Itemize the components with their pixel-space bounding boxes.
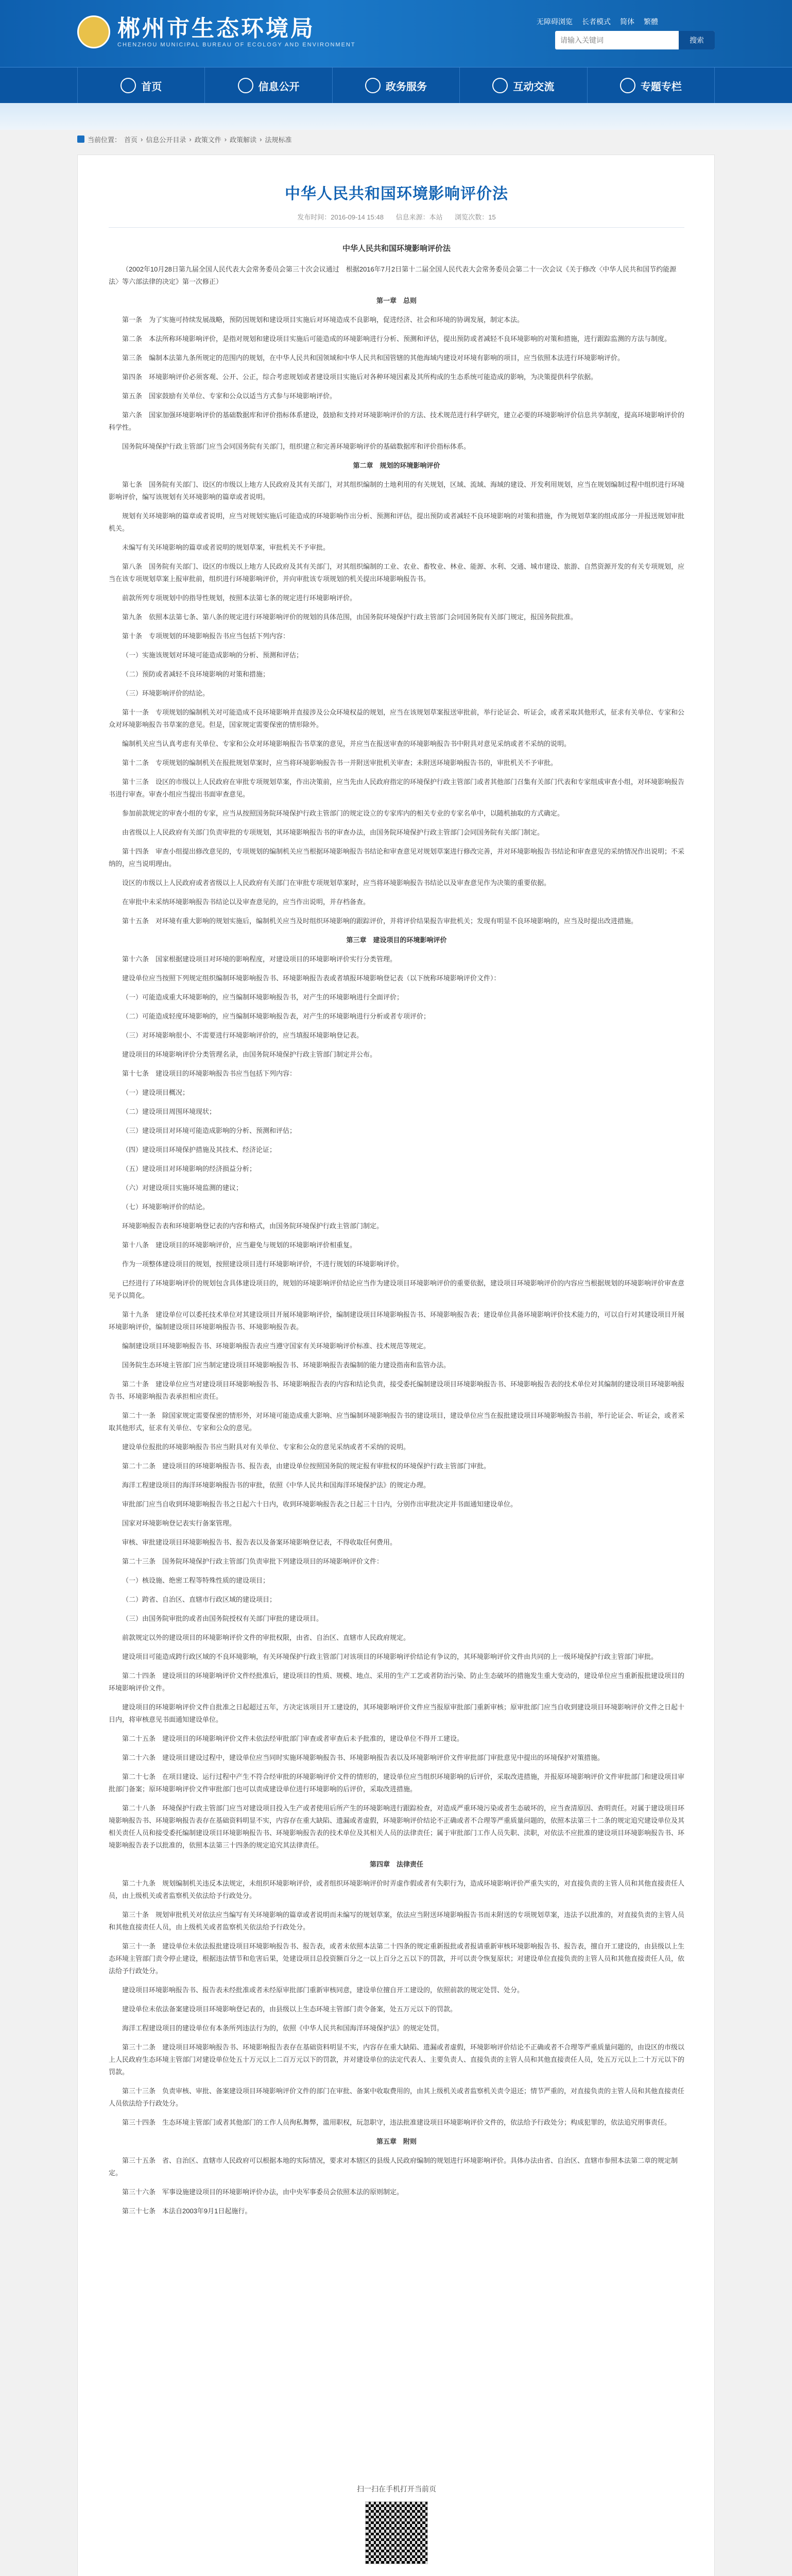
article-paragraph: 第二十一条 除国家规定需要保密的情形外，对环境可能造成重大影响、应当编制环境影响报告书的建设项目，建设单位应当在报批建设项目环境影响报告书前，举行论证会、听证会，或者采取其他形式，征求有关单位、专家和公众的意见。 xyxy=(109,1412,685,1432)
article-paragraph: 第十八条 建设项目的环境影响评价，应当避免与规划的环境影响评价相重复。 xyxy=(122,1241,357,1249)
article-paragraph: 环境影响报告表和环境影响登记表的内容和格式，由国务院环境保护行政主管部门制定。 xyxy=(122,1222,384,1230)
article-paragraph: （二）可能造成轻度环境影响的，应当编制环境影响报告表，对产生的环境影响进行分析或者专项评价； xyxy=(122,1012,431,1020)
view-count: 浏览次数：15 xyxy=(455,213,496,221)
chat-icon xyxy=(492,78,508,93)
topic-icon xyxy=(620,78,635,93)
article-paragraph: 建设单位应当按照下列规定组织编制环境影响报告书、环境影响报告表或者填报环境影响登记表（以下统称环境影响评价文件）： xyxy=(122,974,501,982)
article-paragraph: 第九条 依照本法第七条、第八条的规定进行环境影响评价的规划的具体范围，由国务院环境保护行政主管部门会同国务院有关部门规定，报国务院批准。 xyxy=(122,613,578,621)
article-paragraph: 第十五条 对环境有重大影响的规划实施后，编制机关应当及时组织环境影响的跟踪评价，并将评价结果报告审批机关；发现有明显不良环境影响的，应当及时提出改进措施。 xyxy=(122,917,638,925)
info-source: 信息来源：本站 xyxy=(395,213,443,221)
nav-label: 专题专栏 xyxy=(640,81,682,93)
article-paragraph: 第二条 本法所称环境影响评价，是指对规划和建设项目实施后可能造成的环境影响进行分析、预测和评估，提出预防或者减轻不良环境影响的对策和措施，进行跟踪监测的方法与制度。 xyxy=(122,335,672,343)
article-paragraph: 审批部门应当自收到环境影响报告书之日起六十日内，收到环境影响报告表之日起三十日内，分别作出审批决定并书面通知建设单位。 xyxy=(122,1500,518,1508)
article-paragraph: 海洋工程建设项目的海洋环境影响报告书的审批，依照《中华人民共和国海洋环境保护法》的规定办理。 xyxy=(122,1481,431,1489)
article-paragraph: （二）建设项目周围环境现状； xyxy=(122,1108,216,1115)
breadcrumb-catalog[interactable]: 信息公开目录 xyxy=(146,135,186,144)
article-paragraph: 第十一条 专项规划的编制机关对可能造成不良环境影响并直接涉及公众环境权益的规划，应当在该规划草案报送审批前，举行论证会、听证会，或者采取其他形式，征求有关单位、专家和公众对环境影响报告书草案的意见。但是，国家规定需要保密的情形除外。 xyxy=(109,708,685,728)
article-paragraph: 第三十二条 建设项目环境影响报告书、环境影响报告表存在基础资料明显不实，内容存在重大缺陷、遗漏或者虚假，环境影响评价结论不正确或者不合理等严重质量问题的，由设区的市级以上人民政府生态环境主管部门对建设单位处五十万元以上二百万元以下的罚款，并对建设单位的法定代表人、主要负责人、直接负责的主管人员和其他直接责任人员，处五万元以上二十万元以下的罚款。 xyxy=(109,2043,685,2076)
article-paragraph: （五）建设项目对环境影响的经济损益分析； xyxy=(122,1165,256,1173)
nav-services[interactable] xyxy=(333,67,460,104)
nav-label: 信息公开 xyxy=(258,81,300,93)
national-emblem-icon xyxy=(77,15,110,48)
banner-strip xyxy=(0,103,792,130)
simplified-link[interactable]: 简体 xyxy=(620,18,634,26)
qr-code-icon xyxy=(365,2501,428,2564)
article-paragraph: 在审批中未采纳环境影响报告书结论以及审查意见的，应当作出说明，并存档备查。 xyxy=(122,898,370,906)
breadcrumb-standards[interactable]: 法规标准 xyxy=(265,135,292,144)
home-icon xyxy=(120,78,136,93)
search-button[interactable]: 搜索 xyxy=(679,31,715,49)
search-box xyxy=(555,31,715,49)
article-paragraph: 建设项目环境影响报告书、报告表未经批准或者未经原审批部门重新审核同意，建设单位擅自开工建设的，依照前款的规定处罚、处分。 xyxy=(122,1986,524,1994)
article-paragraph: 国家对环境影响登记表实行备案管理。 xyxy=(122,1519,236,1527)
article-paragraph: 第三条 编制本法第九条所规定的范围内的规划，在中华人民共和国领域和中华人民共和国管辖的其他海域内建设对环境有影响的项目，应当依照本法进行环境影响评价。 xyxy=(122,354,625,362)
header-banner xyxy=(0,0,792,67)
article-paragraph: （三）由国务院审批的或者由国务院授权有关部门审批的建设项目。 xyxy=(122,1615,323,1622)
article-paragraph: 第七条 国务院有关部门、设区的市级以上地方人民政府及其有关部门，对其组织编制的土地利用的有关规划，区域、流域、海域的建设、开发利用规划，应当在规划编制过程中组织进行环境影响评价，编写该规划有关环境影响的篇章或者说明。 xyxy=(109,481,685,501)
article-paragraph: （一）建设项目概况； xyxy=(122,1089,190,1096)
nav-home[interactable] xyxy=(77,67,205,104)
article-paragraph: 第十二条 专项规划的编制机关在报批规划草案时，应当将环境影响报告书一并附送审批机关审查；未附送环境影响报告书的，审批机关不予审批。 xyxy=(122,759,558,767)
article-paragraph: 建设项目的环境影响评价文件自批准之日起超过五年，方决定该项目开工建设的，其环境影响评价文件应当报原审批部门重新审核；原审批部门应当自收到建设项目环境影响评价文件之日起十日内，将审核意见书面通知建设单位。 xyxy=(109,1703,685,1723)
article-paragraph: 第十条 专项规划的环境影响报告书应当包括下列内容： xyxy=(122,632,290,640)
article-paragraph: 第十九条 建设单位可以委托技术单位对其建设项目开展环境影响评价，编制建设项目环境影响报告书、环境影响报告表；建设单位具备环境影响评价技术能力的，可以自行对其建设项目开展环境影响评价，编制建设项目环境影响报告书、环境影响报告表。 xyxy=(109,1311,685,1331)
article-paragraph: 第二十七条 在项目建设、运行过程中产生不符合经审批的环境影响评价文件的情形的，建设单位应当组织环境影响的后评价，采取改进措施，并报原环境影响评价文件审批部门和建设项目审批部门备案；原环境影响评价文件审批部门也可以责成建设单位进行环境影响的后评价，采取改进措施。 xyxy=(109,1773,685,1793)
accessibility-link[interactable]: 无障碍浏览 xyxy=(537,18,573,26)
title-divider xyxy=(109,227,684,228)
breadcrumb: 当前位置： 首页 › 信息公开目录 › 政策文件 › 政策解读 › 法规标准 xyxy=(77,130,715,148)
article-paragraph: 设区的市级以上人民政府或者省级以上人民政府有关部门在审批专项规划草案时，应当将环境影响报告书结论以及审查意见作为决策的重要依据。 xyxy=(122,879,551,887)
elder-mode-link[interactable]: 长者模式 xyxy=(582,18,611,26)
article-paragraph: （二）跨省、自治区、直辖市行政区域的建设项目； xyxy=(122,1596,277,1603)
breadcrumb-interpretation[interactable]: 政策解读 xyxy=(230,135,257,144)
article-paragraph: 第二十二条 建设项目的环境影响报告书、报告表，由建设单位按照国务院的规定报有审批权的环境保护行政主管部门审批。 xyxy=(122,1462,491,1470)
article-paragraph: （七）环境影响评价的结论。 xyxy=(122,1203,210,1211)
chapter-heading: 第一章 总则 xyxy=(376,297,417,304)
article-paragraph: 前款所列专项规划中的指导性规划，按照本法第七条的规定进行环境影响评价。 xyxy=(122,594,357,602)
article-paragraph: 第二十六条 建设项目建设过程中，建设单位应当同时实施环境影响报告书、环境影响报告表以及环境影响评价文件审批部门审批意见中提出的环境保护对策措施。 xyxy=(122,1754,605,1761)
article-paragraph: 第三十三条 负责审核、审批、备案建设项目环境影响评价文件的部门在审批、备案中收取费用的，由其上级机关或者监察机关责令退还；情节严重的，对直接负责的主管人员和其他直接责任人员依法给予行政处分。 xyxy=(109,2087,685,2107)
article-paragraph: 第三十五条 省、自治区、直辖市人民政府可以根据本地的实际情况，要求对本辖区的县级人民政府编制的规划进行环境影响评价。具体办法由省、自治区、直辖市参照本法第二章的规定制定。 xyxy=(109,2157,678,2177)
article-paragraph: 第五条 国家鼓励有关单位、专家和公众以适当方式参与环境影响评价。 xyxy=(122,392,337,400)
article-paragraph: （三）环境影响评价的结论。 xyxy=(122,689,210,697)
article-paragraph: 已经进行了环境影响评价的规划包含具体建设项目的，规划的环境影响评价结论应当作为建设项目环境影响评价的重要依据，建设项目环境影响评价的内容应当根据规划的环境影响评价审查意见予以简化。 xyxy=(109,1279,685,1299)
article-paragraph: 第二十八条 环境保护行政主管部门应当对建设项目投入生产或者使用后所产生的环境影响进行跟踪检查，对造成严重环境污染或者生态破坏的，应当查清原因、查明责任。对属于建设项目环境影响报告书、环境影响报告表存在基础资料明显不实，内容存在重大缺陷、遗漏或者虚假，环境影响评价结论不正确或者不合理等严重质量问题的，依照本法第三十二条的规定追究建设单位及其相关责任人员和接受委托编制建设项目环境影响报告书、环境影响报告表的技术单位及其相关人员的法律责任；属于审批部门工作人员失职、渎职，对依法不应批准的建设项目环境影响报告书、环境影响报告表予以批准的，依照本法第三十四条的规定追究其法律责任。 xyxy=(109,1804,685,1849)
chapter-heading: 第三章 建设项目的环境影响评价 xyxy=(346,936,447,944)
article-paragraph: 第十四条 审查小组提出修改意见的，专项规划的编制机关应当根据环境影响报告书结论和审查意见对规划草案进行修改完善，并对环境影响报告书结论和审查意见的采纳情况作出说明；不采纳的，应当说明理由。 xyxy=(109,848,685,868)
main-nav xyxy=(0,67,792,104)
site-title: 郴州市生态环境局 xyxy=(117,16,315,41)
article-paragraph: 第二十条 建设单位应当对建设项目环境影响报告书、环境影响报告表的内容和结论负责，接受委托编制建设项目环境影响报告书、环境影响报告表的技术单位对其编制的建设项目环境影响报告书、环境影响报告表承担相应责任。 xyxy=(109,1380,685,1400)
nav-label: 首页 xyxy=(141,81,162,93)
article-paragraph: 第二十五条 建设项目的环境影响评价文件未依法经审批部门审查或者审查后未予批准的，建设单位不得开工建设。 xyxy=(122,1735,464,1742)
article-meta xyxy=(78,212,715,222)
article-paragraph: 第三十条 规划审批机关对依法应当编写有关环境影响的篇章或者说明而未编写的规划草案，依法应当附送环境影响报告书而未附送的专项规划草案，违法予以批准的，对直接负责的主管人员和其他直接责任人员，由上级机关或者监察机关依法给予行政处分。 xyxy=(109,1911,685,1931)
article-paragraph: 国务院环境保护行政主管部门应当会同国务院有关部门，组织建立和完善环境影响评价的基础数据库和评价指标体系。 xyxy=(122,443,471,450)
article-paragraph: （一）可能造成重大环境影响的，应当编制环境影响报告书，对产生的环境影响进行全面评价； xyxy=(122,993,404,1001)
article-paragraph: 建设单位未依法备案建设项目环境影响登记表的，由县级以上生态环境主管部门责令备案，处五万元以下的罚款。 xyxy=(122,2005,457,2013)
article-paragraph: 建设项目可能造成跨行政区域的不良环境影响，有关环境保护行政主管部门对该项目的环境影响评价结论有争议的，其环境影响评价文件由共同的上一级环境保护行政主管部门审批。 xyxy=(122,1653,658,1660)
article-paragraph: 第二十三条 国务院环境保护行政主管部门负责审批下列建设项目的环境影响评价文件： xyxy=(122,1557,384,1565)
chapter-heading: 第五章 附则 xyxy=(376,2138,417,2145)
chapter-heading: 第四章 法律责任 xyxy=(369,1860,423,1868)
article-paragraph: （一）实施该规划对环境可能造成影响的分析、预测和评估； xyxy=(122,651,303,659)
site-logo[interactable] xyxy=(77,15,356,48)
nav-label: 互动交流 xyxy=(513,81,555,93)
service-icon xyxy=(365,78,381,93)
article-paragraph: 规划有关环境影响的篇章或者说明，应当对规划实施后可能造成的环境影响作出分析、预测和评估，提出预防或者减轻不良环境影响的对策和措施，作为规划草案的组成部分一并报送规划审批机关。 xyxy=(109,512,685,532)
article-paragraph: 第二十四条 建设项目的环境影响评价文件经批准后，建设项目的性质、规模、地点、采用的生产工艺或者防治污染、防止生态破坏的措施发生重大变动的，建设单位应当重新报批建设项目的环境影响评价文件。 xyxy=(109,1672,685,1692)
article-paragraph: 海洋工程建设项目的建设单位有本条所列违法行为的，依照《中华人民共和国海洋环境保护法》的规定处罚。 xyxy=(122,2024,444,2032)
article-panel xyxy=(77,155,715,2576)
qr-block xyxy=(78,2484,715,2564)
article-body xyxy=(109,243,684,2224)
article-paragraph: 第十七条 建设项目的环境影响报告书应当包括下列内容： xyxy=(122,1070,297,1077)
law-heading: 中华人民共和国环境影响评价法 xyxy=(342,244,451,253)
page-title: 中华人民共和国环境影响评价法 xyxy=(285,185,508,202)
article-paragraph: （三）建设项目对环境可能造成影响的分析、预测和评估； xyxy=(122,1127,297,1134)
document-icon xyxy=(238,78,253,93)
article-paragraph: （四）建设项目环境保护措施及其技术、经济论证； xyxy=(122,1146,277,1154)
article-paragraph: 审核、审批建设项目环境影响报告书、报告表以及备案环境影响登记表，不得收取任何费用。 xyxy=(122,1538,397,1546)
nav-interaction[interactable] xyxy=(460,67,587,104)
article-paragraph: （二）预防或者减轻不良环境影响的对策和措施； xyxy=(122,670,270,678)
article-paragraph: （六）对建设项目实施环境监测的建议； xyxy=(122,1184,243,1192)
chapter-heading: 第二章 规划的环境影响评价 xyxy=(353,462,440,469)
article-paragraph: 建设项目的环境影响评价分类管理名录，由国务院环境保护行政主管部门制定并公布。 xyxy=(122,1050,377,1058)
article-paragraph: 第十三条 设区的市级以上人民政府在审批专项规划草案，作出决策前，应当先由人民政府指定的环境保护行政主管部门或者其他部门召集有关部门代表和专家组成审查小组，对环境影响报告书进行审查。审查小组应当提出书面审查意见。 xyxy=(109,778,685,798)
publish-date: 发布时间：2016-09-14 15:48 xyxy=(297,213,384,221)
article-paragraph: 第二十九条 规划编制机关违反本法规定，未组织环境影响评价，或者组织环境影响评价时弄虚作假或者有失职行为，造成环境影响评价严重失实的，对直接负责的主管人员和其他直接责任人员，由上级机关或者监察机关依法给予行政处分。 xyxy=(109,1879,685,1900)
breadcrumb-home[interactable]: 首页 xyxy=(124,135,138,144)
article-paragraph: （一）核设施、绝密工程等特殊性质的建设项目； xyxy=(122,1577,270,1584)
article-paragraph: 第三十六条 军事设施建设项目的环境影响评价办法，由中央军事委员会依照本法的原则制定。 xyxy=(122,2188,404,2196)
traditional-link[interactable]: 繁體 xyxy=(644,18,658,26)
search-input[interactable] xyxy=(555,31,679,49)
article-paragraph: 第三十四条 生态环境主管部门或者其他部门的工作人员徇私舞弊，滥用职权，玩忽职守，违法批准建设项目环境影响评价文件的，依法给予行政处分；构成犯罪的，依法追究刑事责任。 xyxy=(122,2119,672,2126)
article-paragraph: 国务院生态环境主管部门应当制定建设项目环境影响报告书、环境影响报告表编制的能力建设指南和监管办法。 xyxy=(122,1361,451,1369)
article-paragraph: 第十六条 国家根据建设项目对环境的影响程度，对建设项目的环境影响评价实行分类管理。 xyxy=(122,955,397,963)
article-paragraph: 未编写有关环境影响的篇章或者说明的规划草案，审批机关不予审批。 xyxy=(122,544,330,551)
article-paragraph: 第六条 国家加强环境影响评价的基础数据库和评价指标体系建设，鼓励和支持对环境影响评价的方法、技术规范进行科学研究，建立必要的环境影响评价信息共享制度，提高环境影响评价的科学性。 xyxy=(109,411,685,431)
article-paragraph: （2002年10月28日第九届全国人民代表大会常务委员会第三十次会议通过 根据2016年7月2日第十二届全国人民代表大会常务委员会第二十一次会议《关于修改〈中华人民共和国节约能源法〉等六部法律的决定》第一次修正） xyxy=(109,265,677,285)
article-paragraph: 由省级以上人民政府有关部门负责审批的专项规划，其环境影响报告书的审查办法，由国务院环境保护行政主管部门会同国务院有关部门制定。 xyxy=(122,828,544,836)
article-paragraph: 编制建设项目环境影响报告书、环境影响报告表应当遵守国家有关环境影响评价标准、技术规范等规定。 xyxy=(122,1342,431,1350)
nav-info-disclosure[interactable] xyxy=(205,67,332,104)
article-paragraph: 作为一项整体建设项目的规划，按照建设项目进行环境影响评价，不进行规划的环境影响评价。 xyxy=(122,1260,404,1268)
article-paragraph: 参加前款规定的审查小组的专家，应当从按照国务院环境保护行政主管部门的规定设立的专家库内的相关专业的专家名单中，以随机抽取的方式确定。 xyxy=(122,809,564,817)
site-subtitle: CHENZHOU MUNICIPAL BUREAU OF ECOLOGY AND ENVIRONMENT xyxy=(117,42,356,48)
article-paragraph: 第一条 为了实施可持续发展战略，预防因规划和建设项目实施后对环境造成不良影响，促进经济、社会和环境的协调发展，制定本法。 xyxy=(122,316,524,324)
nav-label: 政务服务 xyxy=(386,81,427,93)
article-paragraph: 编制机关应当认真考虑有关单位、专家和公众对环境影响报告书草案的意见，并应当在报送审查的环境影响报告书中附具对意见采纳或者不采纳的说明。 xyxy=(122,740,571,748)
qr-caption: 扫一扫在手机打开当前页 xyxy=(357,2485,436,2493)
article-paragraph: 第三十七条 本法自2003年9月1日起施行。 xyxy=(122,2207,252,2215)
article-paragraph: 第八条 国务院有关部门、设区的市级以上地方人民政府及其有关部门，对其组织编制的工业、农业、畜牧业、林业、能源、水利、交通、城市建设、旅游、自然资源开发的有关专项规划，应当在该专项规划草案上报审批前，组织进行环境影响评价，并向审批该专项规划的机关提出环境影响报告书。 xyxy=(109,563,685,583)
article-paragraph: 建设单位报批的环境影响报告书应当附具对有关单位、专家和公众的意见采纳或者不采纳的说明。 xyxy=(122,1443,410,1451)
top-links xyxy=(537,16,658,27)
article-paragraph: 第三十一条 建设单位未依法报批建设项目环境影响报告书、报告表，或者未依照本法第二十四条的规定重新报批或者报请重新审核环境影响报告书、报告表，擅自开工建设的，由县级以上生态环境主管部门责令停止建设，根据违法情节和危害后果，处建设项目总投资额百分之一以上百分之五以下的罚款，并可以责令恢复原状；对建设单位直接负责的主管人员和其他直接责任人员，依法给予行政处分。 xyxy=(109,1942,685,1975)
breadcrumb-policy[interactable]: 政策文件 xyxy=(194,135,221,144)
breadcrumb-prefix: 当前位置： xyxy=(88,135,122,144)
article-paragraph: 第四条 环境影响评价必须客观、公开、公正，综合考虑规划或者建设项目实施后对各种环境因素及其所构成的生态系统可能造成的影响，为决策提供科学依据。 xyxy=(122,373,598,381)
article-paragraph: （三）对环境影响很小、不需要进行环境影响评价的，应当填报环境影响登记表。 xyxy=(122,1031,364,1039)
nav-topics[interactable] xyxy=(588,67,715,104)
location-icon xyxy=(77,135,84,143)
article-paragraph: 前款规定以外的建设项目的环境影响评价文件的审批权限，由省、自治区、直辖市人民政府规定。 xyxy=(122,1634,410,1641)
